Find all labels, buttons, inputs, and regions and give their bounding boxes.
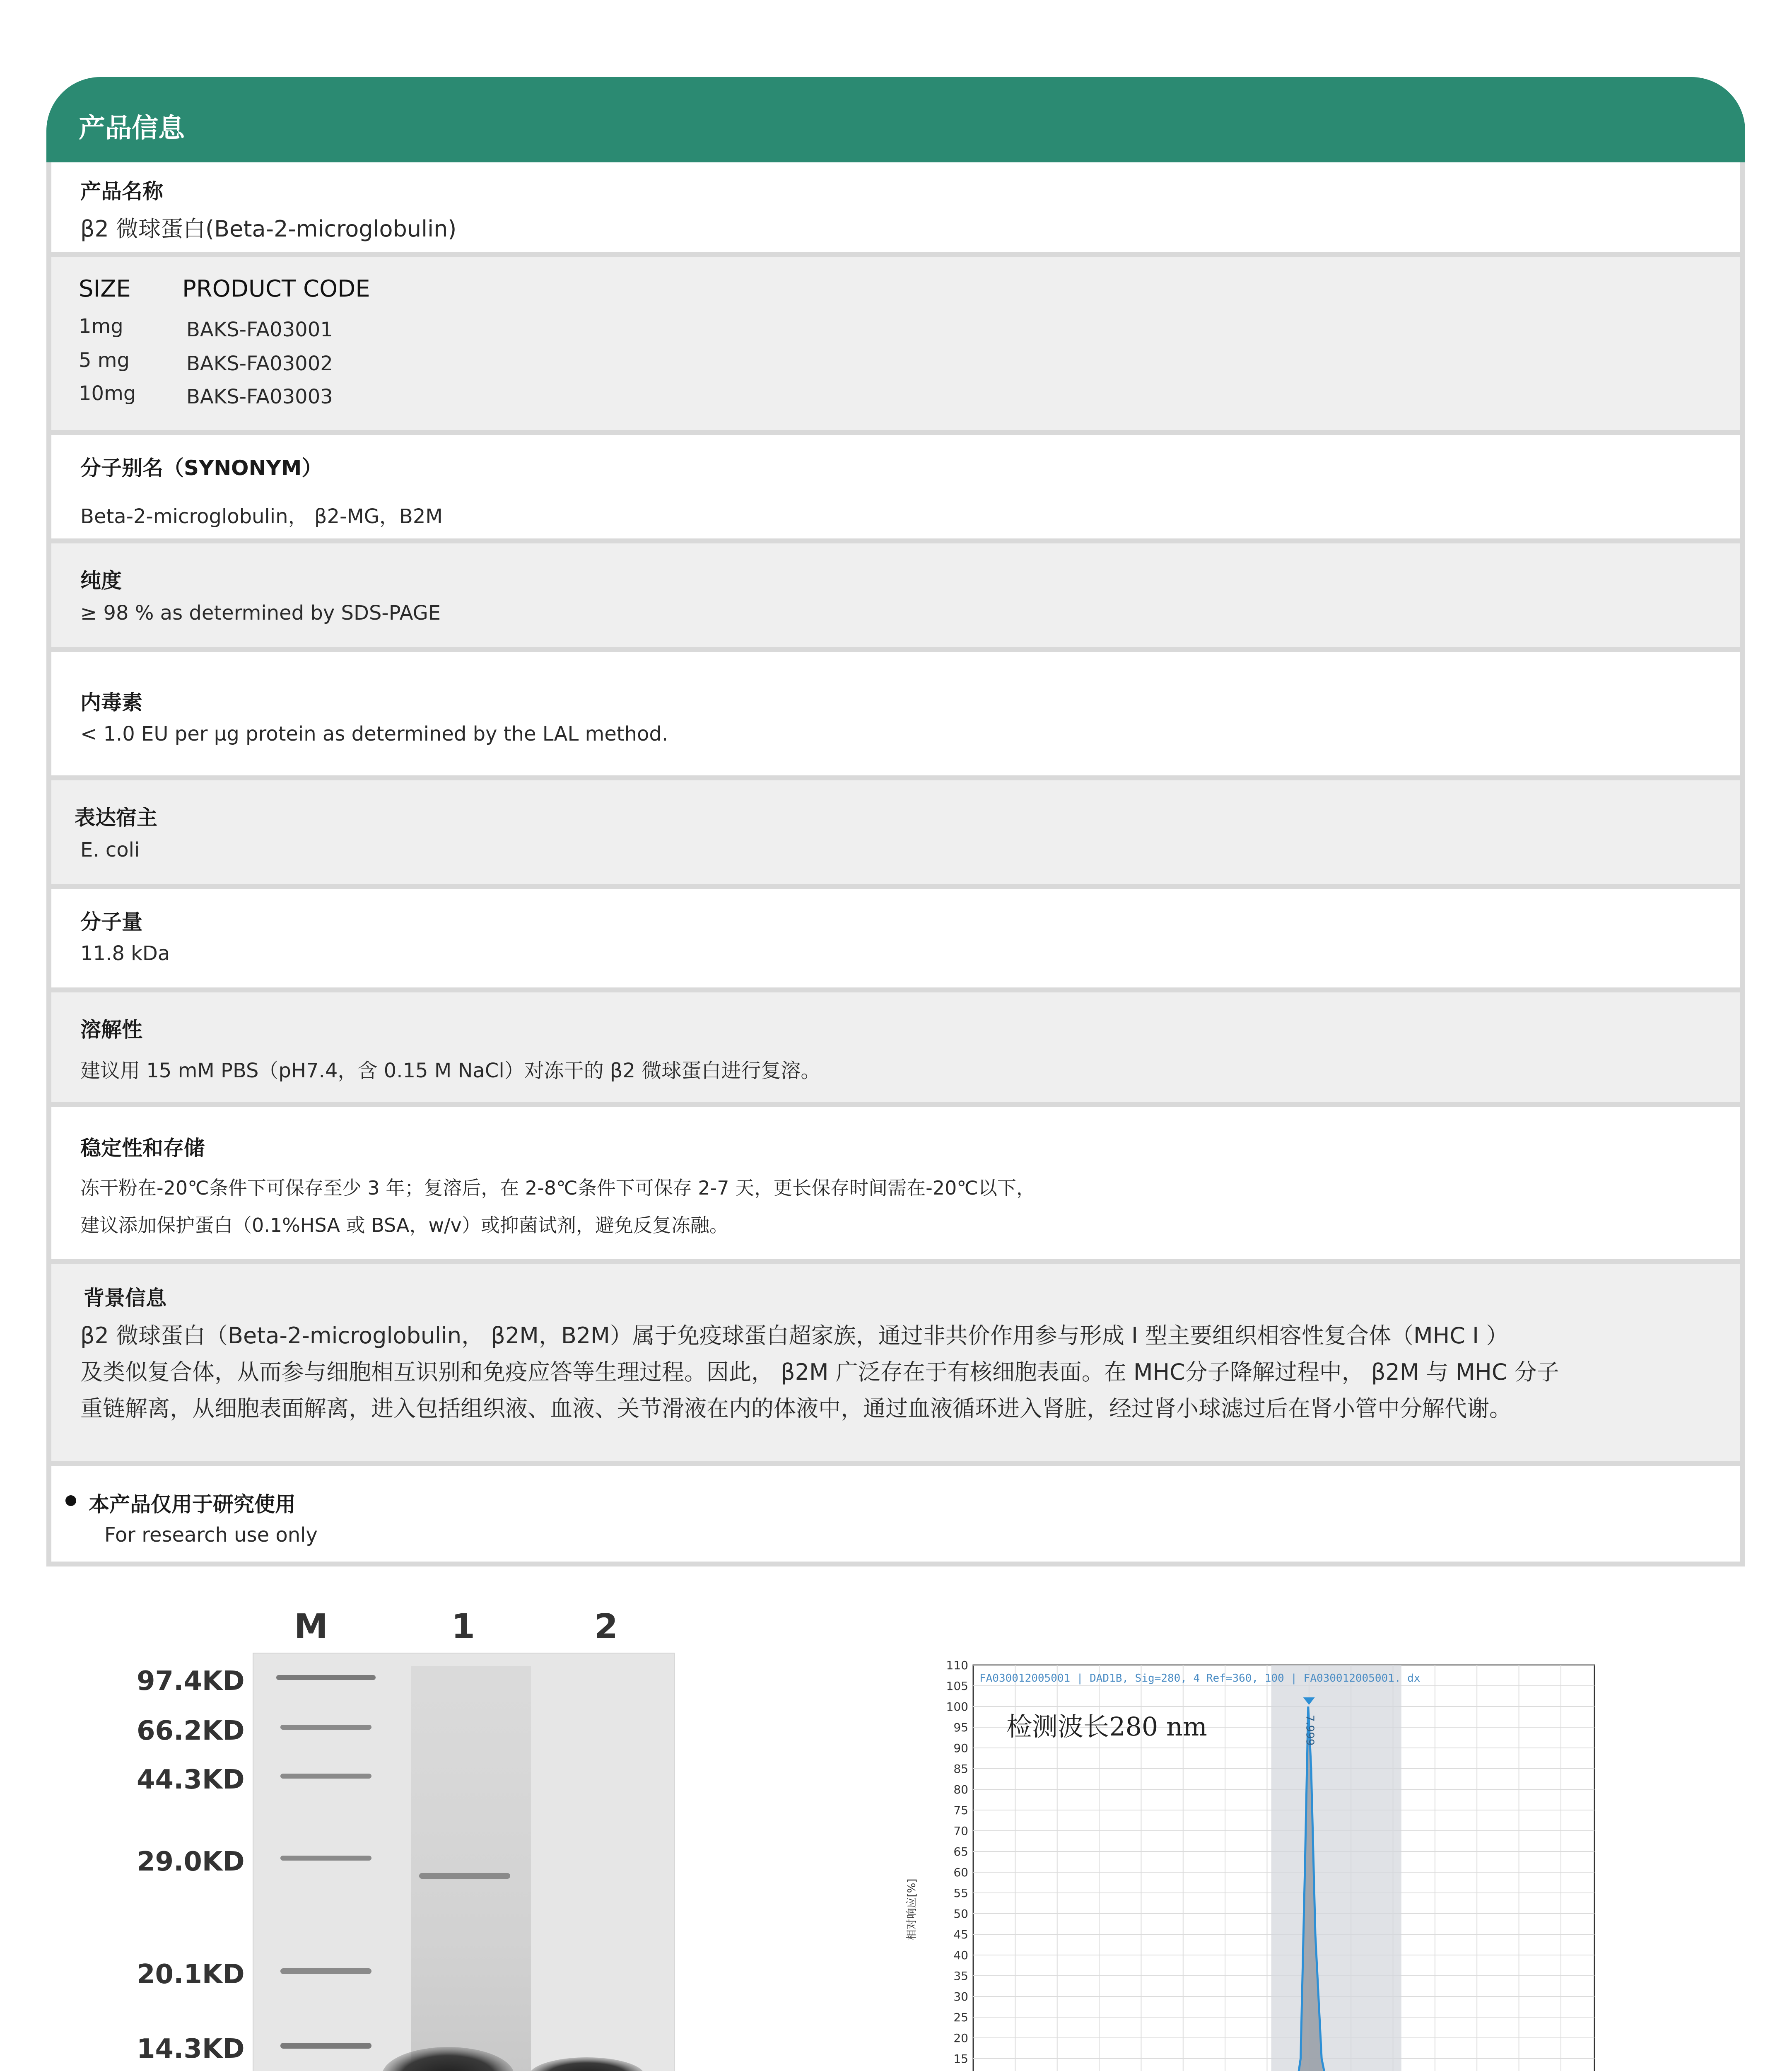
product-info-card — [46, 77, 1745, 1564]
section-background — [46, 1264, 1745, 1466]
mw-label: 分子量 — [80, 910, 142, 934]
product-name-value: β2 微球蛋白(Beta-2-microglobulin) — [80, 216, 457, 242]
hplc-y-axis-label: 相对响应[%] — [906, 1878, 918, 1941]
y-tick-label: 25 — [953, 2011, 968, 2024]
y-tick-label: 80 — [953, 1783, 968, 1796]
section-synonym — [46, 435, 1745, 543]
host-value: E. coli — [80, 838, 140, 862]
marker-label-20: 20.1KD — [137, 1959, 245, 1990]
notice-zh: 本产品仅用于研究使用 — [89, 1492, 296, 1516]
hplc-figure — [890, 1653, 1628, 2071]
purity-label: 纯度 — [80, 569, 122, 593]
section-endotoxin — [46, 652, 1745, 780]
y-tick-label: 15 — [953, 2052, 968, 2066]
y-tick-label: 30 — [953, 1990, 968, 2003]
product-name-label: 产品名称 — [80, 179, 163, 203]
code-column-header: PRODUCT CODE — [182, 275, 370, 302]
y-tick-label: 85 — [953, 1762, 968, 1776]
y-tick-label: 100 — [946, 1700, 968, 1714]
section-sizes — [46, 257, 1745, 435]
background-line-3: 重链解离，从细胞表面解离，进入包括组织液、血液、关节滑液在内的体液中，通过血液循环进入肾脏，经过肾小球滤过后在肾小管中分解代谢。 — [80, 1395, 1512, 1422]
size-row-3: 10mg — [79, 382, 136, 405]
storage-line-1: 冻干粉在-20℃条件下可保存至少 3 年；复溶后，在 2-8℃条件下可保存 2-7 天，更长保存时间需在-20℃以下， — [80, 1177, 1035, 1199]
size-column-header: SIZE — [79, 275, 131, 302]
notice-en: For research use only — [104, 1523, 318, 1547]
lane-label-1: 1 — [451, 1607, 475, 1646]
lane-label-2: 2 — [594, 1607, 618, 1646]
hplc-header-text: FA030012005001 | DAD1B, Sig=280, 4 Ref=360, 100 | FA030012005001. dx — [979, 1672, 1421, 1685]
y-tick-label: 75 — [953, 1803, 968, 1817]
background-label: 背景信息 — [84, 1286, 166, 1310]
marker-band-97 — [276, 1675, 376, 1680]
gel-svg — [253, 1653, 674, 2071]
marker-band-66 — [280, 1725, 371, 1730]
bullet-icon — [65, 1495, 76, 1506]
section-molecular-weight — [46, 889, 1745, 992]
y-tick-label: 45 — [953, 1928, 968, 1941]
marker-label-44: 44.3KD — [137, 1764, 245, 1795]
code-row-3: BAKS-FA03003 — [186, 385, 333, 408]
marker-band-44 — [280, 1774, 371, 1779]
section-host — [46, 780, 1745, 889]
section-product-name — [46, 162, 1745, 257]
y-tick-label: 20 — [953, 2031, 968, 2045]
background-line-2: 及类似复合体，从而参与细胞相互识别和免疫应答等生理过程。因此， β2M 广泛存在于有核细胞表面。在 MHC分子降解过程中， β2M 与 MHC 分子 — [80, 1359, 1559, 1385]
background-line-1: β2 微球蛋白（Beta-2-microglobulin， β2M，B2M）属于免疫球蛋白超家族，通过非共价作用参与形成 I 型主要组织相容性复合体（MHC I ） — [80, 1323, 1509, 1349]
synonym-value: Beta-2-microglobulin， β2-MG，B2M — [80, 505, 443, 528]
lane-2-main-band — [529, 2057, 645, 2071]
section-purity — [46, 543, 1745, 652]
code-row-1: BAKS-FA03001 — [186, 318, 333, 341]
y-tick-label: 105 — [946, 1679, 968, 1693]
marker-label-29: 29.0KD — [137, 1847, 245, 1877]
storage-line-2: 建议添加保护蛋白（0.1%HSA 或 BSA，w/v）或抑菌试剂，避免反复冻融。 — [80, 1214, 728, 1236]
purity-value: ≥ 98 % as determined by SDS-PAGE — [80, 601, 441, 625]
solubility-value: 建议用 15 mM PBS（pH7.4，含 0.15 M NaCl）对冻干的 β2 微球蛋白进行复溶。 — [80, 1059, 821, 1082]
gel-image — [253, 1653, 675, 2071]
card-header — [46, 77, 1745, 162]
y-tick-label: 65 — [953, 1845, 968, 1859]
marker-band-29 — [280, 1856, 371, 1861]
marker-band-14 — [280, 2043, 371, 2049]
y-tick-label: 35 — [953, 1969, 968, 1983]
lane-label-m: M — [294, 1607, 328, 1646]
marker-label-66: 66.2KD — [137, 1716, 245, 1746]
card-title: 产品信息 — [79, 113, 185, 144]
sds-page-figure — [124, 1607, 725, 2071]
hplc-annotation: 检测波长280 nm — [1006, 1711, 1207, 1742]
storage-label: 稳定性和存储 — [80, 1136, 205, 1160]
endotoxin-label: 内毒素 — [80, 690, 142, 714]
synonym-label: 分子别名（SYNONYM） — [80, 456, 323, 480]
marker-label-14: 14.3KD — [137, 2034, 245, 2064]
mw-value: 11.8 kDa — [80, 942, 170, 965]
marker-label-97: 97.4KD — [137, 1666, 245, 1697]
solubility-label: 溶解性 — [80, 1018, 142, 1042]
peak-time-label: 7.999 — [1303, 1715, 1316, 1746]
y-tick-label: 110 — [946, 1658, 968, 1672]
hplc-chart — [890, 1653, 1628, 2071]
marker-band-20 — [280, 1968, 371, 1974]
size-row-2: 5 mg — [79, 349, 130, 372]
y-tick-label: 50 — [953, 1907, 968, 1921]
endotoxin-value: < 1.0 EU per μg protein as determined by the LAL method. — [80, 722, 668, 746]
section-solubility — [46, 992, 1745, 1107]
y-tick-label: 40 — [953, 1948, 968, 1962]
host-label: 表达宿主 — [75, 806, 157, 830]
section-storage — [46, 1107, 1745, 1264]
lane-1-band-29 — [419, 1873, 510, 1879]
code-row-2: BAKS-FA03002 — [186, 352, 333, 375]
integration-region — [1271, 1665, 1401, 2071]
section-notice — [46, 1466, 1745, 1567]
size-row-1: 1mg — [79, 315, 123, 338]
y-tick-label: 95 — [953, 1721, 968, 1734]
y-tick-label: 70 — [953, 1824, 968, 1838]
y-tick-label: 90 — [953, 1741, 968, 1755]
lane-1-smear — [411, 1666, 531, 2071]
y-tick-label: 60 — [953, 1866, 968, 1879]
y-tick-label: 55 — [953, 1886, 968, 1900]
